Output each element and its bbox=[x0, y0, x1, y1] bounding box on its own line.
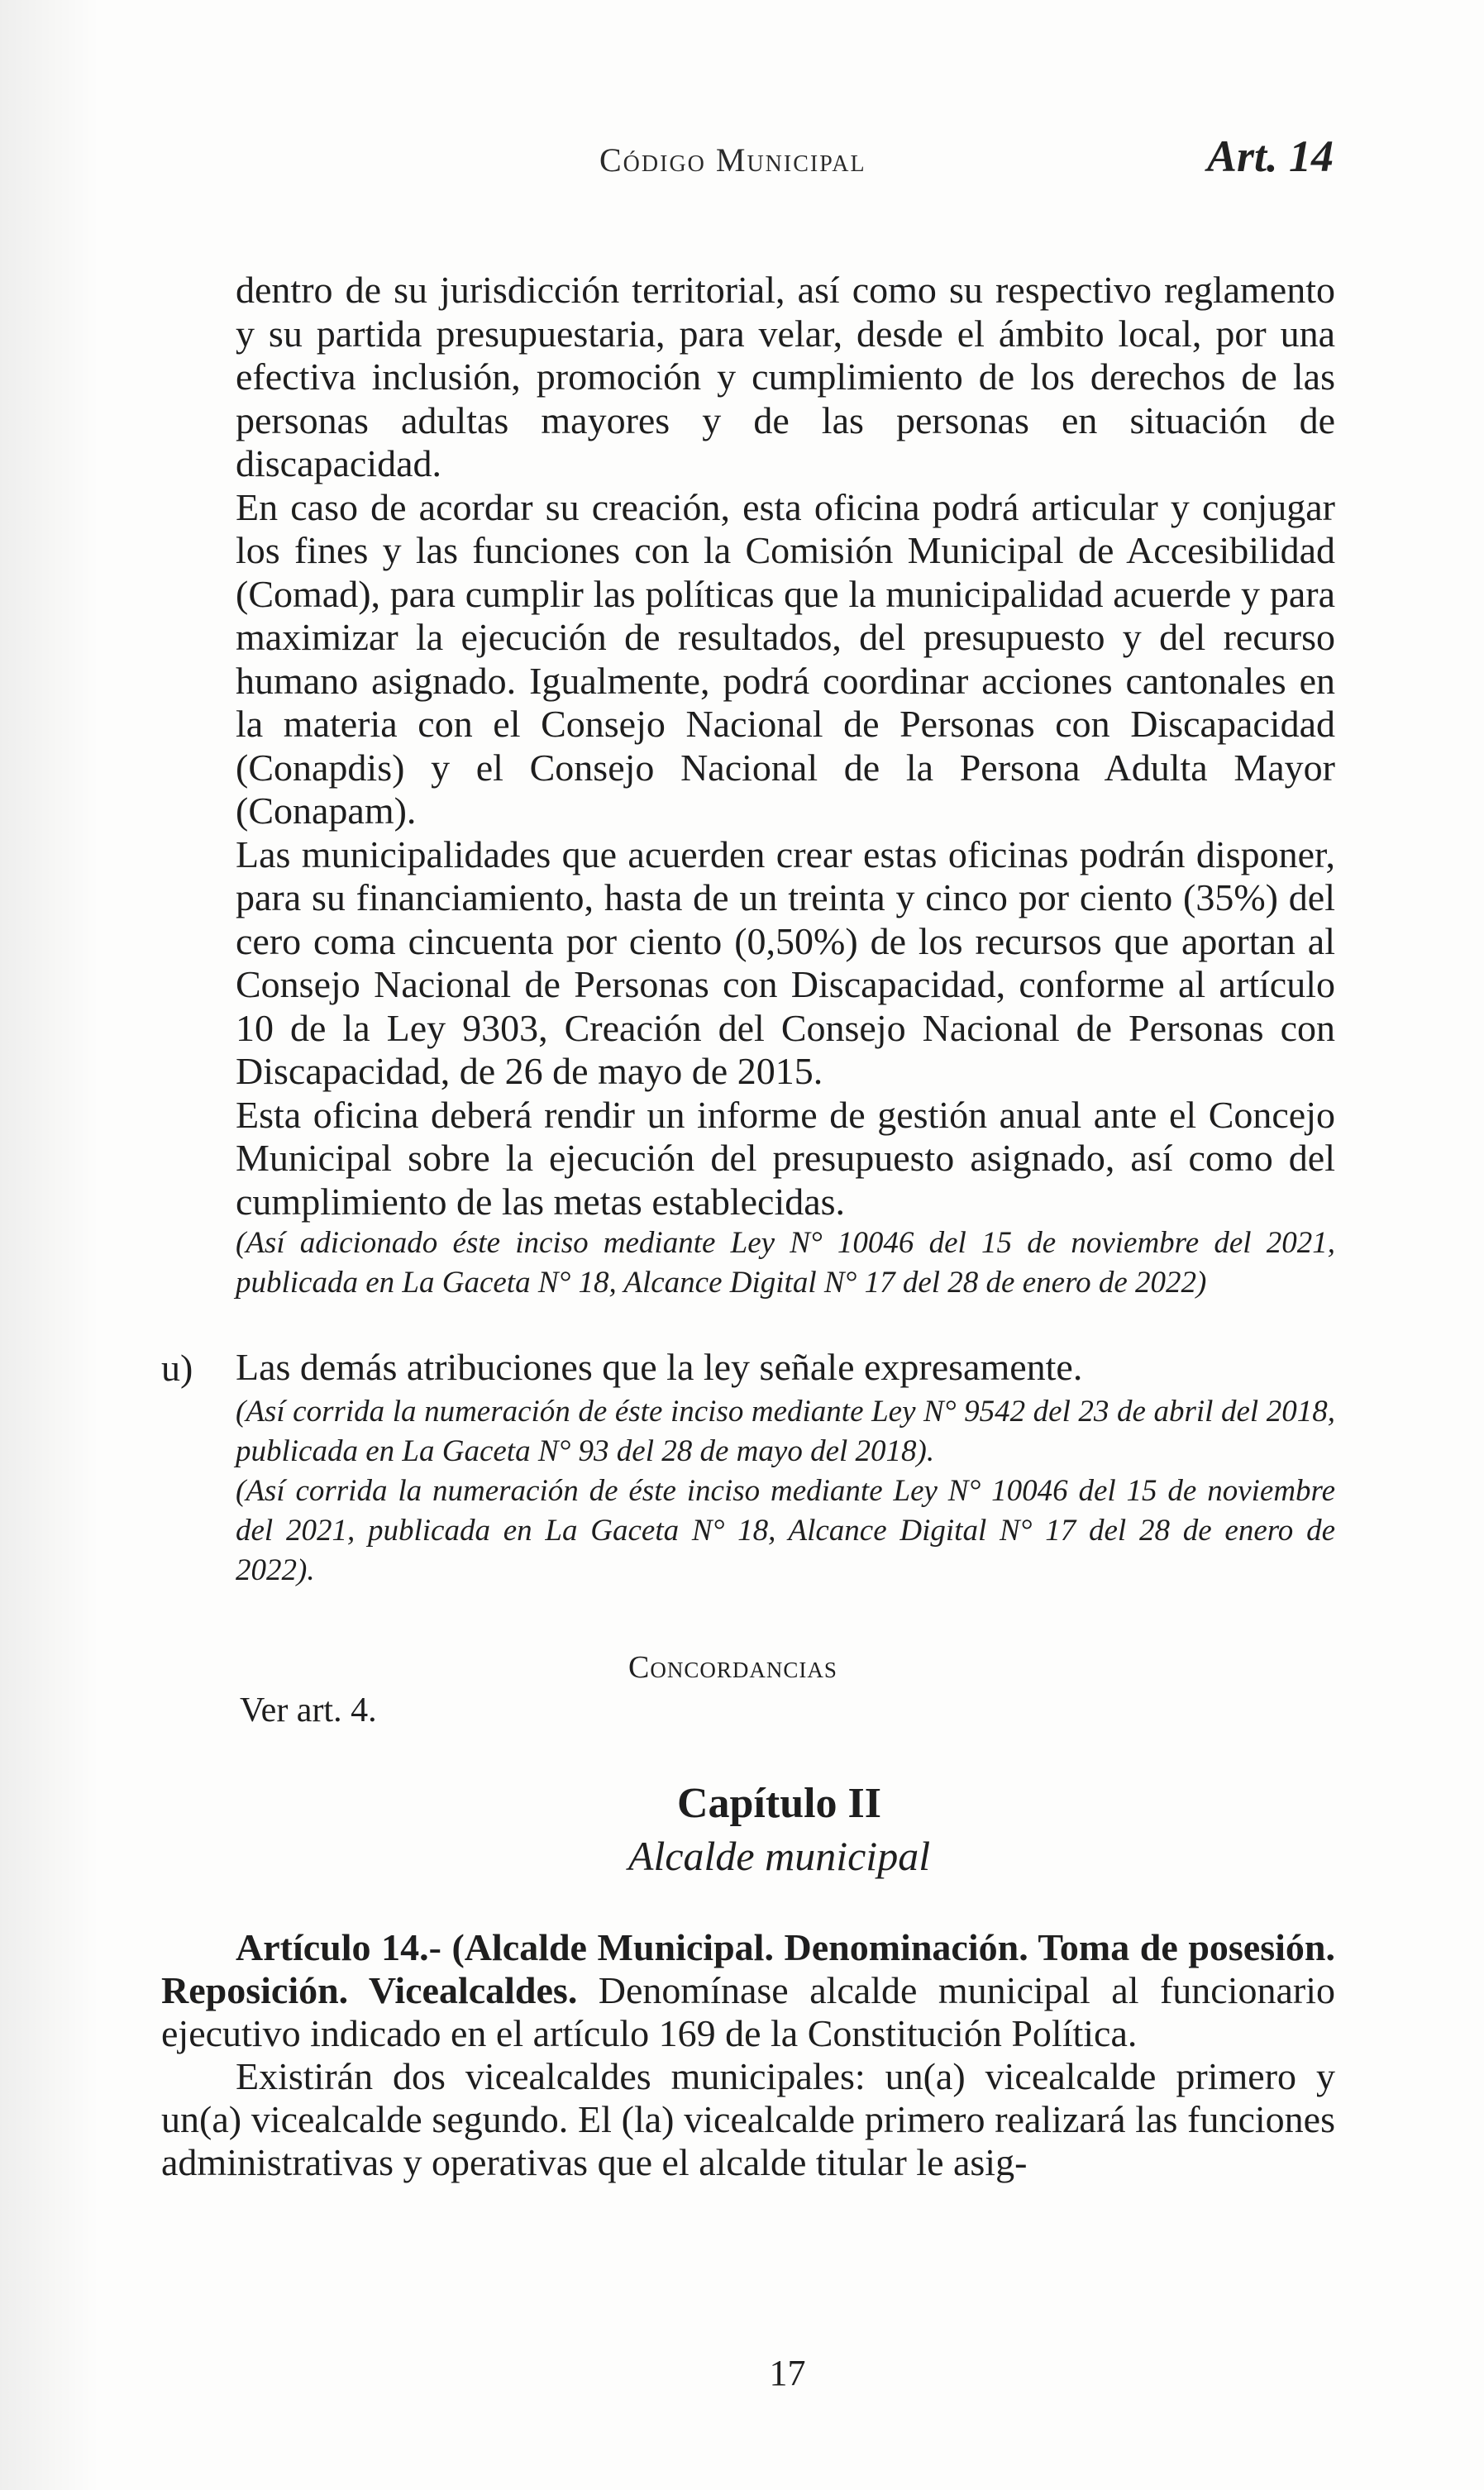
item-text: Las demás atribuciones que la ley señale expresamente. bbox=[236, 1346, 1083, 1388]
article-reference: Art. 14 bbox=[1207, 131, 1334, 181]
paragraph: Las municipalidades que acuerden crear estas oficinas podrán disponer, para su financiamiento, hasta de un treinta y cinco por ciento (35%) del cero coma cincuenta por ciento (0,50%) de los recursos que aportan al Consejo Nacional de Personas con Discapacidad, conforme al artículo 10 de la Ley 9303, Creación del Consejo Nacional de Personas con Discapacidad, de 26 de mayo de 2015. bbox=[236, 832, 1335, 1092]
article-14 bbox=[161, 1926, 1335, 2184]
paragraph: En caso de acordar su creación, esta oficina podrá articular y conjugar los fines y las funciones con la Comisión Municipal de Accesibilidad (Comad), para cumplir las políticas que la municipalidad acuerde y para maximizar la ejecución de resultados, del presupuesto y del recurso humano asignado. Igualmente, podrá coordinar acciones cantonales en la materia con el Consejo Nacional de Personas con Discapacidad (Conapdis) y el Consejo Nacional de la Persona Adulta Mayor (Conapam). bbox=[236, 485, 1335, 832]
paragraph: dentro de su jurisdicción territorial, así como su respectivo reglamento y su partida presupuestaria, para velar, desde el ámbito local, por una efectiva inclusión, promoción y cumplimiento de los derechos de las personas adultas mayores y de las personas en situación de discapacidad. bbox=[236, 269, 1335, 484]
concordancias-heading: Concordancias bbox=[628, 1650, 837, 1685]
page-header bbox=[0, 131, 1484, 207]
chapter-subtitle: Alcalde municipal bbox=[627, 1833, 931, 1879]
item-body bbox=[236, 1346, 1335, 1591]
article-text: Denomínase alcalde municipal al funcionario ejecutivo indicado en el artículo 169 de la Constitución Política. bbox=[161, 1969, 1335, 2054]
article-heading: Artículo 14.- (Alcalde Municipal. Denominación. Toma de posesión. Reposición. Vicealcaldes. bbox=[161, 1926, 1335, 2011]
article-paragraph bbox=[161, 1926, 1335, 2055]
item-marker: u) bbox=[161, 1347, 193, 1389]
chapter-heading bbox=[0, 1777, 1484, 1882]
concordancias-text: Ver art. 4. bbox=[240, 1691, 377, 1729]
continuation-block bbox=[236, 269, 1335, 1303]
chapter-title: Capítulo II bbox=[676, 1780, 882, 1827]
amendment-note: (Así adicionado éste inciso mediante Ley N° 10046 del 15 de noviembre del 2021, publicada en La Gaceta N° 18, Alcance Digital N° 17 del 28 de enero de 2022) bbox=[236, 1226, 1335, 1300]
scan-shadow bbox=[0, 0, 99, 2490]
article-paragraph: Existirán dos vicealcaldes municipales: un(a) vicealcalde primero y un(a) vicealcalde segundo. El (la) vicealcalde primero realizará las funciones administrativas y operativas que el alcalde titular le asig- bbox=[161, 2055, 1335, 2183]
amendment-note: (Así corrida la numeración de éste inciso mediante Ley N° 10046 del 15 de noviembre del 2021, publicada en La Gaceta N° 18, Alcance Digital N° 17 del 28 de enero de 2022). bbox=[236, 1474, 1335, 1587]
running-title: Código Municipal bbox=[599, 141, 866, 179]
paragraph: Esta oficina deberá rendir un informe de gestión anual ante el Concejo Municipal sobre la ejecución del presupuesto asignado, así como del cumplimiento de las metas establecidas. bbox=[236, 1093, 1335, 1223]
page-number: 17 bbox=[769, 2353, 806, 2393]
amendment-note: (Así corrida la numeración de éste inciso mediante Ley N° 9542 del 23 de abril del 2018, publicada en La Gaceta N° 93 del 28 de mayo del 2018). bbox=[236, 1395, 1335, 1468]
